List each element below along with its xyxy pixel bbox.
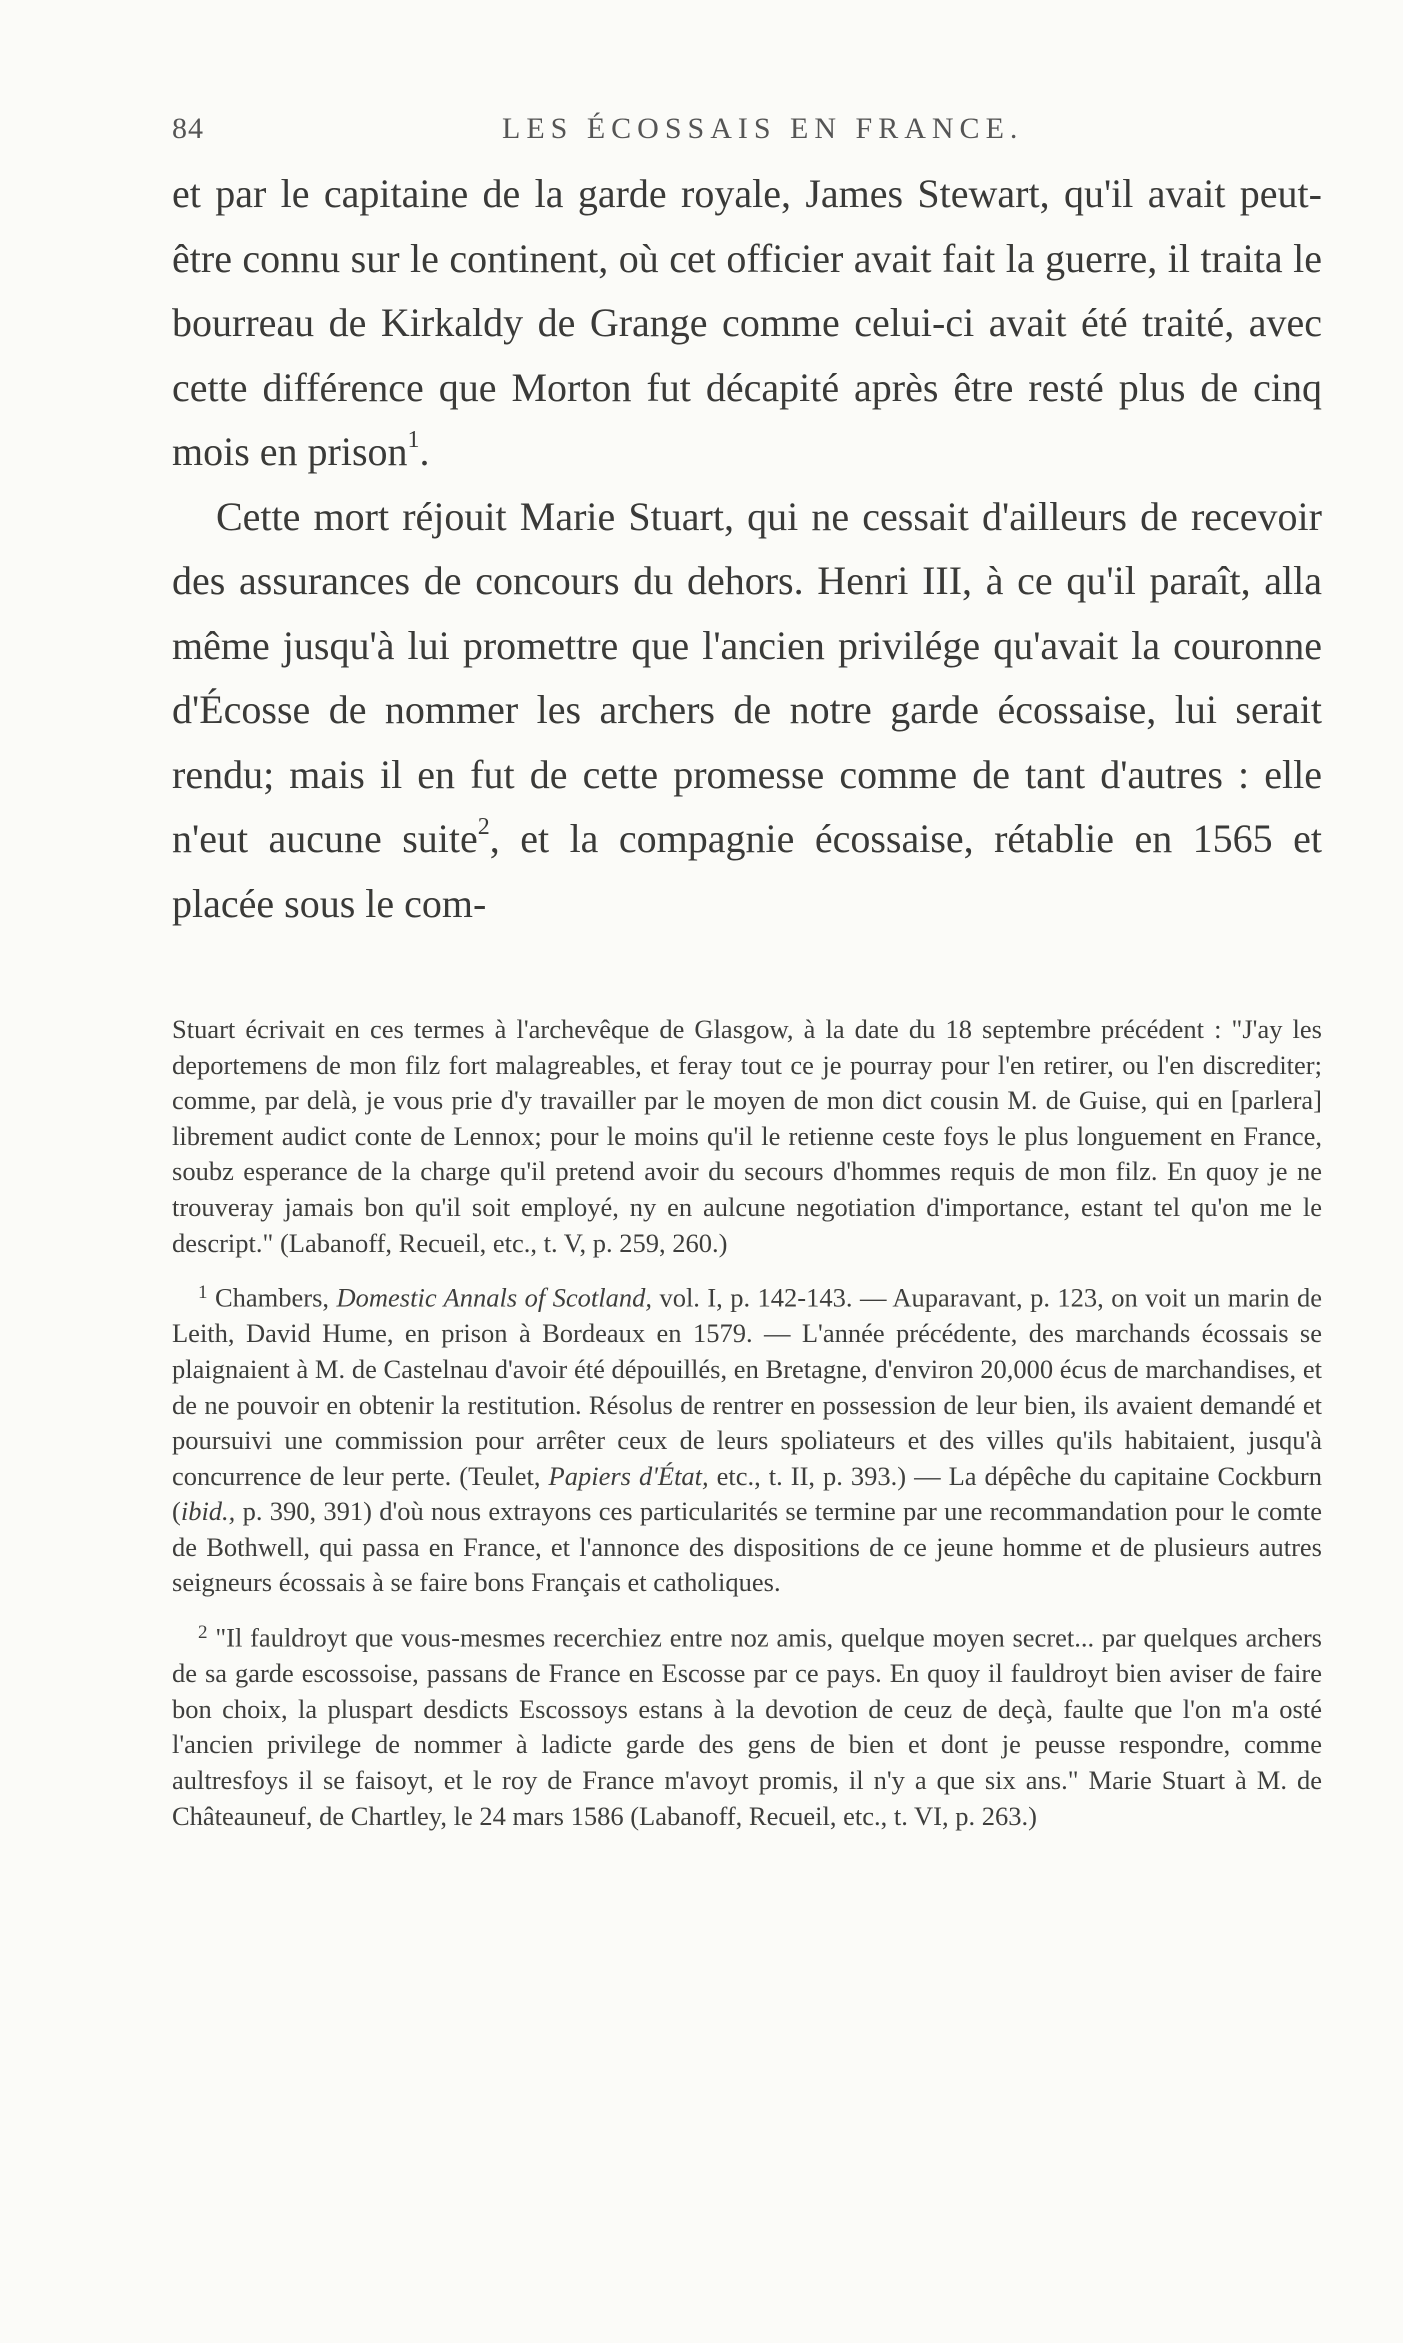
footnote-1-title2: Papiers d'État, [548, 1460, 709, 1491]
paragraph-1 [172, 162, 1322, 485]
footnote-1-lead: Chambers, [214, 1282, 330, 1313]
footnote-continuation: Stuart écrivait en ces termes à l'archevêque de Glasgow, à la date du 18 septembre précédent : "J'ay les deportemens de mon filz fort malagreables, et feray tout ce je pourray pour l'en retirer, ou l'en discrediter; comme, par delà, je vous prie d'y travailler par le moyen de mon dict cousin M. de Guise, qui en [parlera] librement audict conte de Lennox; pour le moins qu'il le retienne ceste foys le plus longuement en France, soubz esperance de la charge qu'il pretend avoir du secours d'hommes requis de mon filz. En quoy je ne trouveray jamais bon qu'il soit employé, ny en aulcune negotiation d'importance, estant tel qu'on me le descript." (Labanoff, Recueil, etc., t. V, p. 259, 260.) [172, 1014, 1322, 1258]
footnotes [172, 1012, 1322, 1834]
footnote-1 [172, 1275, 1322, 1601]
footnote-2 [172, 1615, 1322, 1834]
page-header [172, 112, 1322, 152]
footnote-1-text-b: etc., t. II, p. 393.) — La dépêche du capitaine Cockburn ( [172, 1460, 1322, 1527]
paragraph-1-end: . [419, 429, 430, 474]
running-title: LES ÉCOSSAIS EN FRANCE. [502, 112, 1024, 145]
footnote-1-ibid: ibid., [180, 1496, 236, 1527]
main-text [172, 162, 1322, 936]
paragraph-2-text-b: , et la compagnie écossaise, rétablie en 1565 et placée sous le com- [172, 816, 1323, 926]
footnote-ref-1: 1 [407, 427, 420, 453]
footnote-1-text-a: vol. I, p. 142-143. — Auparavant, p. 123, on voit un marin de Leith, David Hume, en prison à Bordeaux en 1579. — L'année précédente, des marchands écossais se plaignaient à M. de Castelnau d'avoir été dépouillés, en Bretagne, d'environ 20,000 écus de marchandises, et de ne pouvoir en obtenir la restitution. Résolus de rentrer en possession de leur bien, ils avaient demandé et poursuivi une commission pour arrêter ceux de leurs spoliateurs et des villes qu'ils habitaient, jusqu'à concurrence de leur perte. (Teulet, [172, 1282, 1322, 1491]
footnote-ref-2: 2 [477, 814, 490, 840]
page-number: 84 [172, 112, 204, 145]
footnote-2-mark: 2 [198, 1622, 208, 1644]
footnote-1-text-c: p. 390, 391) d'où nous extrayons ces particularités se termine par une recommandation pour le comte de Bothwell, qui passa en France, et l'annonce des dispositions de ce jeune homme et de plusieurs autres seigneurs écossais à se faire bons Français et catholiques. [172, 1496, 1322, 1598]
paragraph-1-text: et par le capitaine de la garde royale, James Stewart, qu'il avait peut-être connu sur le continent, où cet officier avait fait la guerre, il traita le bourreau de Kirkaldy de Grange comme celui-ci avait été traité, avec cette différence que Morton fut décapité après être resté plus de cinq mois en prison [172, 171, 1322, 474]
paragraph-2-text-a: Cette mort réjouit Marie Stuart, qui ne cessait d'ailleurs de recevoir des assurances de concours du dehors. Henri III, à ce qu'il paraît, alla même jusqu'à lui promettre que l'ancien privilége qu'avait la couronne d'Écosse de nommer les archers de notre garde écossaise, lui serait rendu; mais il en fut de cette promesse comme de tant d'autres : elle n'eut aucune suite [172, 493, 1322, 861]
footnote-1-title: Domestic Annals of Scotland, [336, 1282, 652, 1313]
footnote-1-mark: 1 [198, 1282, 208, 1304]
paragraph-2 [172, 485, 1322, 937]
footnote-2-text: "Il fauldroyt que vous-mesmes recerchiez entre noz amis, quelque moyen secret... par quelques archers de sa garde escossoise, passans de France en Escosse par ce pays. En quoy il fauldroyt bien aviser de faire bon choix, la pluspart desdicts Escossoys estans à la devotion de ceuz de deçà, faulte que l'on m'a osté l'ancien privilege de nommer à ladicte garde des gens de bien et dont je peusse respondre, comme aultresfoys il se faisoyt, et le roy de France m'avoyt promis, il n'y a que six ans." Marie Stuart à M. de Châteauneuf, de Chartley, le 24 mars 1586 (Labanoff, Recueil, etc., t. VI, p. 263.) [172, 1622, 1322, 1831]
